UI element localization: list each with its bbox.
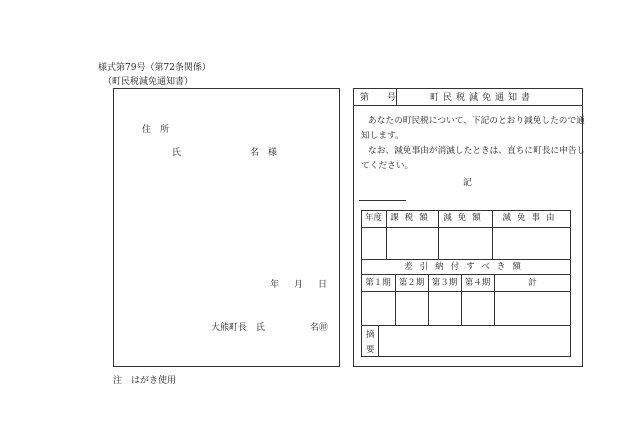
total-header: 計 bbox=[528, 278, 537, 288]
period-4-header: 第４期 bbox=[464, 278, 491, 288]
body-line-3: なお、減免事由が消滅したときは、直ちに町長に申告し bbox=[368, 146, 586, 156]
period-3-header: 第３期 bbox=[431, 278, 458, 288]
date-month: 月 bbox=[294, 280, 304, 290]
row-line bbox=[361, 259, 571, 260]
date-day: 日 bbox=[318, 280, 328, 290]
footnote: 注 はがき使用 bbox=[113, 376, 177, 386]
net-payment-header: 差引納付すべき額 bbox=[404, 262, 528, 272]
ki-label: 記 bbox=[463, 178, 473, 188]
name-label: 氏 bbox=[172, 148, 182, 158]
period-1-header: 第１期 bbox=[365, 278, 391, 288]
number-label: 第 号 bbox=[360, 93, 397, 103]
form-title: （町民税減免通知書） bbox=[103, 77, 194, 87]
col-line bbox=[378, 325, 379, 357]
row-line bbox=[361, 325, 571, 326]
body-line-4: てください。 bbox=[361, 161, 414, 171]
row-line bbox=[361, 291, 571, 292]
row-line bbox=[361, 274, 571, 275]
date-year: 年 bbox=[270, 280, 280, 290]
issuer-seal: 名㊞ bbox=[310, 323, 329, 333]
period-2-header: 第２期 bbox=[398, 278, 425, 288]
col-tax-header: 課税額 bbox=[390, 213, 434, 223]
col-reduction-header: 減免額 bbox=[443, 213, 487, 223]
row-line bbox=[361, 227, 571, 228]
sama-label: 名 様 bbox=[250, 148, 278, 158]
body-line-2: 知します。 bbox=[361, 131, 404, 141]
number-divider bbox=[396, 88, 397, 105]
col-reason-header: 減免事由 bbox=[502, 213, 561, 223]
remarks-label: 摘要 bbox=[366, 330, 375, 355]
header-divider bbox=[353, 105, 583, 106]
notice-title: 町民税減免通知書 bbox=[430, 93, 535, 103]
address-label: 住 所 bbox=[142, 125, 170, 135]
form-number: 様式第79号（第72条関係） bbox=[98, 63, 211, 73]
underline bbox=[359, 200, 406, 201]
body-line-1: あなたの町民税について、下記のとおり減免したので通 bbox=[368, 116, 585, 126]
issuer-label: 大熊町長 氏 bbox=[211, 323, 266, 333]
col-year-header: 年度 bbox=[364, 213, 382, 223]
